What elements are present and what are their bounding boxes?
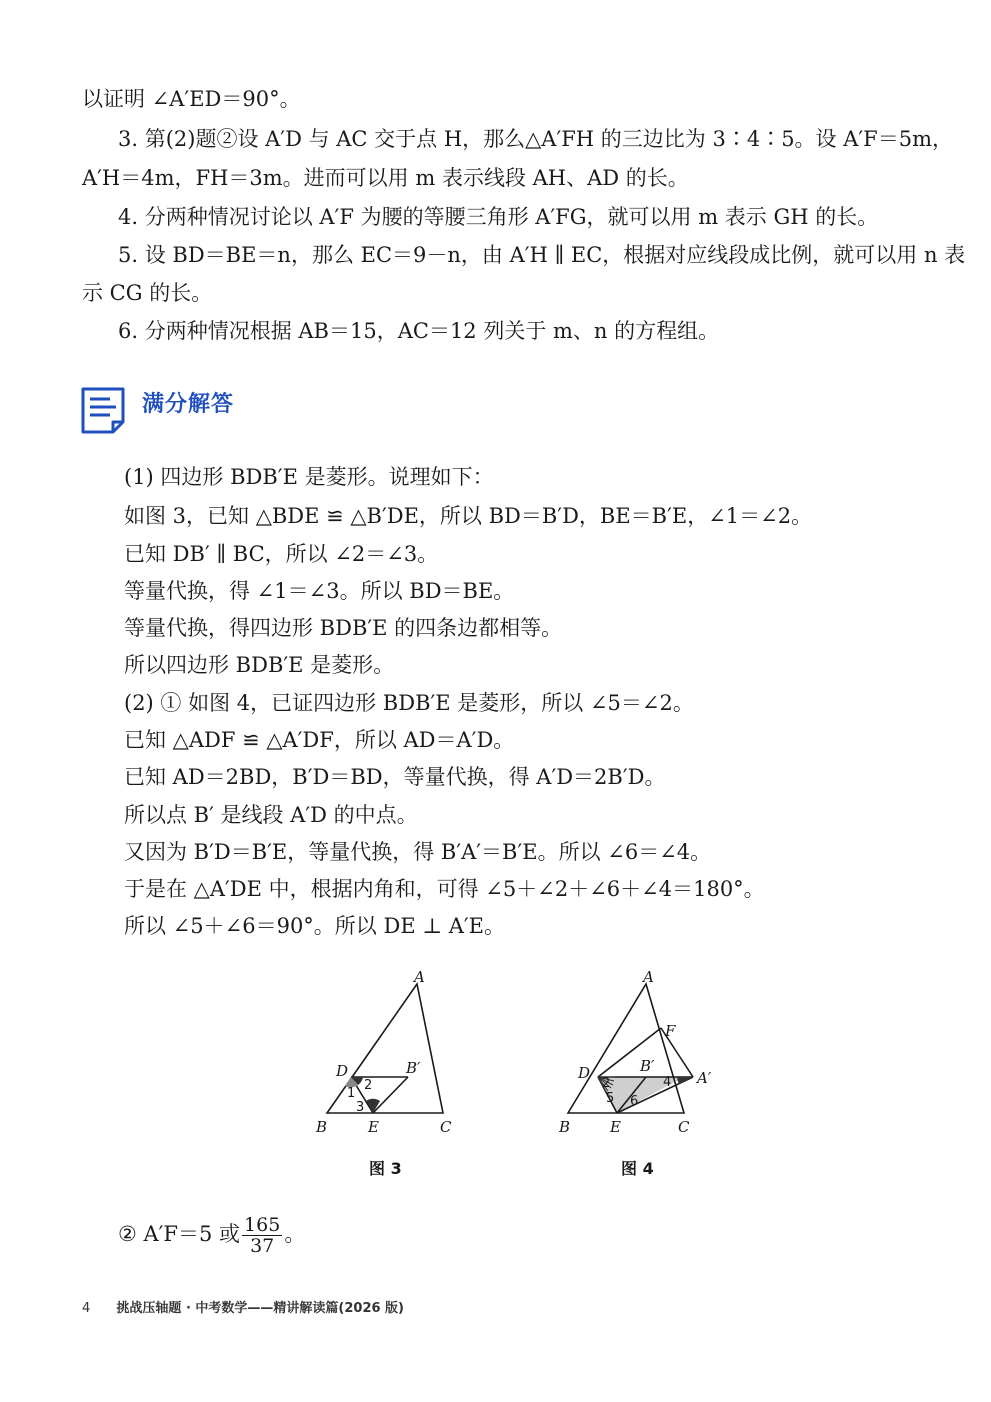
angle-label-4: 4 xyxy=(663,1075,672,1090)
hint-item-6: 6. 分两种情况根据 AB＝15，AC＝12 列关于 m、n 的方程组。 xyxy=(118,319,720,343)
angle-label-6: 6 xyxy=(630,1094,639,1109)
solution-line-10: 又因为 B′D＝B′E，等量代换，得 B′A′＝B′E。所以 ∠6＝∠4。 xyxy=(124,840,712,864)
angle-label-1: 1 xyxy=(347,1086,356,1101)
solution-line-0: (1) 四边形 BDB′E 是菱形。说理如下： xyxy=(124,465,494,489)
section-title: 满分解答 xyxy=(142,392,235,417)
hint-item-3-cont: A′H＝4m，FH＝3m。进而可以用 m 表示线段 AH、AD 的长。 xyxy=(82,166,689,190)
label-a: A xyxy=(643,970,654,986)
figure-3-caption: 图 3 xyxy=(369,1159,402,1178)
angle-label-2: 2 xyxy=(364,1078,373,1093)
label-b-prime: B′ xyxy=(406,1059,421,1077)
book-title: 挑战压轴题 · 中考数学——精讲解读篇(2026 版) xyxy=(116,1301,405,1316)
segment-b-prime-e xyxy=(373,1077,408,1113)
solution-line-3: 等量代换，得 ∠1＝∠3。所以 BD＝BE。 xyxy=(124,579,515,603)
solution-line-1: 如图 3，已知 △BDE ≌ △B′DE，所以 BD＝B′D，BE＝B′E，∠1＝∠2。 xyxy=(124,504,813,528)
label-d: D xyxy=(578,1064,591,1082)
solution-line-9: 所以点 B′ 是线段 A′D 的中点。 xyxy=(124,803,418,827)
angle-4-mark xyxy=(677,1077,693,1084)
label-d: D xyxy=(336,1062,349,1080)
angle-label-3: 3 xyxy=(356,1100,365,1115)
figure-4-caption: 图 4 xyxy=(621,1159,654,1178)
answer-suffix: 。 xyxy=(284,1222,306,1246)
answer-prefix: ② A′F＝5 或 xyxy=(118,1222,241,1246)
hint-item-5-cont: 示 CG 的长。 xyxy=(82,281,213,305)
label-f: F xyxy=(665,1022,676,1040)
label-b: B xyxy=(559,1118,571,1136)
label-b-prime: B′ xyxy=(640,1057,655,1075)
solution-line-5: 所以四边形 BDB′E 是菱形。 xyxy=(124,653,395,677)
hint-item-3: 3. 第(2)题②设 A′D 与 AC 交于点 H，那么△A′FH 的三边比为 3∶4∶5。设 A′F＝5m， xyxy=(118,127,954,151)
solution-line-2: 已知 DB′ ∥ BC，所以 ∠2＝∠3。 xyxy=(124,542,439,566)
angle-label-5: 5 xyxy=(606,1091,615,1106)
page-footer xyxy=(82,1297,404,1316)
label-c: C xyxy=(678,1118,690,1136)
label-b: B xyxy=(316,1118,328,1136)
figure-4 xyxy=(545,970,730,1140)
label-a: A xyxy=(414,970,425,986)
fraction-numerator: 165 xyxy=(244,1214,281,1236)
hint-line-0: 以证明 ∠A′ED＝90°。 xyxy=(82,87,301,111)
answer-line-2 xyxy=(118,1210,305,1258)
figure-3 xyxy=(300,970,470,1140)
solution-line-11: 于是在 △A′DE 中，根据内角和，可得 ∠5＋∠2＋∠6＋∠4＝180°。 xyxy=(124,877,765,901)
label-e: E xyxy=(368,1118,379,1136)
solution-line-8: 已知 AD＝2BD，B′D＝BD，等量代换，得 A′D＝2B′D。 xyxy=(124,765,666,789)
hint-item-4: 4. 分两种情况讨论以 A′F 为腰的等腰三角形 A′FG，就可以用 m 表示 GH 的长。 xyxy=(118,205,879,229)
note-icon xyxy=(80,386,126,434)
solution-line-7: 已知 △ADF ≌ △A′DF，所以 AD＝A′D。 xyxy=(124,728,515,752)
angle-label-2: 2 xyxy=(602,1076,611,1091)
page-number: 4 xyxy=(82,1301,91,1316)
label-a-prime: A′ xyxy=(697,1069,712,1087)
triangle-abc xyxy=(327,984,443,1113)
hint-item-5: 5. 设 BD＝BE＝n，那么 EC＝9－n，由 A′H ∥ EC，根据对应线段成比例，就可以用 n 表 xyxy=(118,243,966,267)
solution-line-6: (2) ① 如图 4，已证四边形 BDB′E 是菱形，所以 ∠5＝∠2。 xyxy=(124,691,694,715)
fraction-denominator: 37 xyxy=(250,1235,275,1257)
solution-line-4: 等量代换，得四边形 BDB′E 的四条边都相等。 xyxy=(124,616,563,640)
label-c: C xyxy=(440,1118,452,1136)
label-e: E xyxy=(610,1118,621,1136)
answer-fraction xyxy=(242,1215,282,1256)
solution-line-12: 所以 ∠5＋∠6＝90°。所以 DE ⊥ A′E。 xyxy=(124,914,506,938)
